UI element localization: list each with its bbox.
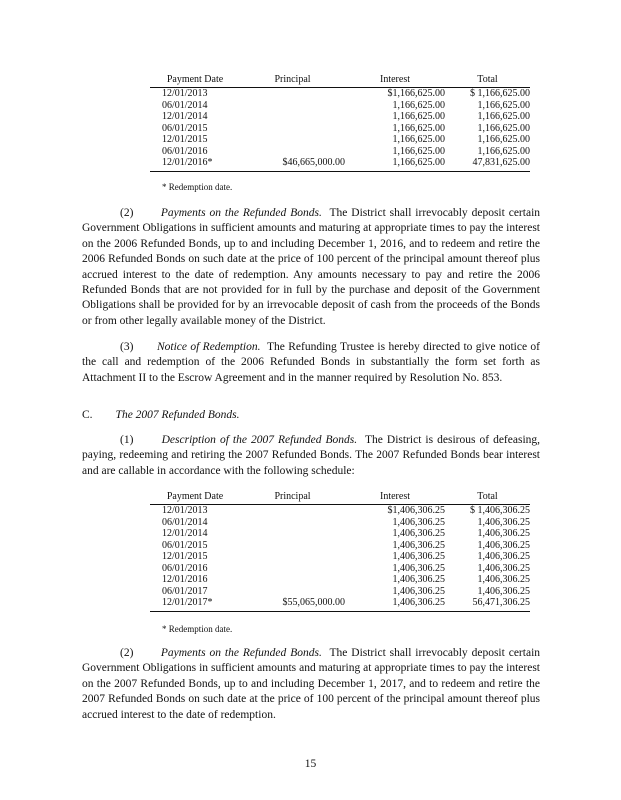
para-number: (3) — [120, 341, 134, 353]
cell-principal — [240, 586, 345, 598]
table-header — [150, 491, 530, 505]
table-row — [150, 517, 530, 529]
table-row — [150, 563, 530, 575]
section-title: The 2007 Refunded Bonds. — [115, 409, 240, 421]
cell-payment-date: 06/01/2017 — [162, 585, 208, 597]
cell-principal — [240, 505, 345, 517]
cell-interest: 1,166,625.00 — [392, 122, 445, 134]
cell-total: 1,406,306.25 — [477, 539, 530, 551]
cell-total: 1,406,306.25 — [477, 574, 530, 585]
para-body: The District shall irrevocably deposit certain Government Obligations in sufficient amounts and maturing at appropriate times to pay the interest on the 2007 Refunded Bonds, up to and including December 1, 2017, and to redeem and retire the 2007 Refunded Bonds on such date at the price of 100 percent of the principal amount thereof plus accrued interest to the date of redemption. — [82, 647, 541, 721]
col-principal: Principal — [274, 74, 311, 85]
cell-payment-date: 12/01/2016* — [162, 157, 213, 168]
table-row — [150, 100, 530, 112]
cell-principal: $46,665,000.00 — [282, 157, 345, 168]
cell-interest: 1,406,306.25 — [392, 562, 445, 574]
schedule-table-2006 — [150, 74, 530, 172]
cell-total: $ 1,166,625.00 — [470, 88, 530, 99]
cell-principal — [240, 528, 345, 540]
table-header — [150, 74, 530, 88]
cell-principal — [240, 551, 345, 563]
cell-total: 1,166,625.00 — [477, 111, 530, 122]
cell-total: $ 1,406,306.25 — [470, 505, 530, 516]
cell-total: 1,166,625.00 — [477, 99, 530, 111]
col-payment-date: Payment Date — [166, 74, 224, 85]
cell-total: 1,166,625.00 — [477, 145, 530, 157]
cell-interest: 1,406,306.25 — [392, 528, 445, 539]
table-body — [150, 88, 530, 169]
table-row — [150, 586, 530, 598]
cell-payment-date: 06/01/2014 — [162, 516, 208, 528]
cell-principal — [240, 574, 345, 586]
cell-payment-date: 06/01/2015 — [162, 122, 208, 134]
col-interest: Interest — [380, 74, 410, 85]
footnote-redemption-date: * Redemption date. — [162, 182, 233, 192]
cell-total: 1,406,306.25 — [477, 585, 530, 597]
para-body: The Refunding Trustee is hereby directed to give notice of the call and redemption of the 2006 Refunded Bonds in substantially the form set forth as Attachment II to the Escrow Agreement and in the manner required by Resolution No. 853. — [82, 341, 541, 384]
cell-interest: 1,406,306.25 — [392, 551, 445, 562]
para-title: Payments on the Refunded Bonds. — [160, 647, 322, 659]
section-label: C. — [82, 409, 93, 421]
cell-principal — [240, 88, 345, 100]
cell-total: 47,831,625.00 — [472, 157, 530, 168]
cell-interest: 1,166,625.00 — [392, 134, 445, 145]
table-row — [150, 597, 530, 609]
cell-payment-date: 06/01/2014 — [162, 99, 208, 111]
table-row — [150, 528, 530, 540]
cell-interest: 1,406,306.25 — [392, 597, 445, 608]
table-row — [150, 540, 530, 552]
cell-principal — [240, 123, 345, 135]
cell-total: 1,406,306.25 — [477, 516, 530, 528]
cell-total: 56,471,306.25 — [472, 597, 530, 608]
col-total: Total — [477, 491, 498, 502]
cell-interest: 1,406,306.25 — [392, 585, 445, 597]
cell-principal: $55,065,000.00 — [282, 597, 345, 608]
para-number: (1) — [120, 434, 134, 446]
cell-interest: 1,166,625.00 — [392, 145, 445, 157]
cell-interest: 1,406,306.25 — [392, 539, 445, 551]
page-number: 15 — [304, 758, 317, 770]
col-principal: Principal — [274, 491, 311, 502]
cell-principal — [240, 517, 345, 529]
table-bottom-rule — [150, 171, 530, 172]
para-body: The District shall irrevocably deposit certain Government Obligations in sufficient amounts and maturing at appropriate times to pay the interest on the 2006 Refunded Bonds, up to and including December 1, 2016, and to redeem and retire the 2006 Refunded Bonds on such date at the price of 100 percent of the principal amount thereof plus accrued interest to the date of redemption. Any amounts necessary to pay and retire the 2006 Refunded Bonds that are not provided for in full by the purchase and deposit of the Government Obligations shall be provided for by an irrevocable deposit of cash from the proceeds of the Bonds or from other legally available money of the District. — [82, 207, 541, 327]
cell-payment-date: 12/01/2014 — [162, 528, 208, 539]
para-number: (2) — [120, 647, 134, 659]
cell-principal — [240, 540, 345, 552]
cell-interest: 1,166,625.00 — [392, 157, 445, 168]
cell-principal — [240, 134, 345, 146]
table-row — [150, 88, 530, 100]
cell-payment-date: 12/01/2015 — [162, 134, 208, 145]
table-row — [150, 111, 530, 123]
cell-interest: 1,166,625.00 — [392, 111, 445, 122]
paragraph-c2 — [82, 646, 540, 723]
cell-interest: 1,166,625.00 — [392, 99, 445, 111]
table-row — [150, 134, 530, 146]
para-title: Description of the 2007 Refunded Bonds. — [161, 434, 358, 446]
footnote-redemption-date: * Redemption date. — [162, 624, 233, 634]
paragraph-b2 — [82, 206, 540, 329]
table-bottom-rule — [150, 611, 530, 612]
cell-payment-date: 06/01/2016 — [162, 145, 208, 157]
cell-interest: $1,166,625.00 — [387, 88, 445, 99]
table-row — [150, 505, 530, 517]
paragraph-c1 — [82, 433, 540, 479]
para-title: Payments on the Refunded Bonds. — [160, 207, 322, 219]
cell-total: 1,406,306.25 — [477, 528, 530, 539]
table-row — [150, 157, 530, 169]
cell-payment-date: 12/01/2017* — [162, 597, 213, 608]
cell-principal — [240, 146, 345, 158]
cell-payment-date: 06/01/2016 — [162, 562, 208, 574]
cell-interest: 1,406,306.25 — [392, 574, 445, 585]
section-c-heading — [82, 409, 239, 421]
cell-payment-date: 12/01/2013 — [162, 505, 208, 516]
para-number: (2) — [120, 207, 134, 219]
table-body — [150, 505, 530, 609]
cell-payment-date: 06/01/2015 — [162, 539, 208, 551]
cell-payment-date: 12/01/2013 — [162, 88, 208, 99]
cell-interest: 1,406,306.25 — [392, 516, 445, 528]
col-payment-date: Payment Date — [166, 491, 224, 502]
cell-total: 1,406,306.25 — [477, 551, 530, 562]
col-interest: Interest — [380, 491, 410, 502]
table-row — [150, 123, 530, 135]
paragraph-b3 — [82, 340, 540, 386]
cell-principal — [240, 111, 345, 123]
para-body: The District is desirous of defeasing, paying, redeeming and retiring the 2007 Refunded Bonds. The 2007 Refunded Bonds bear interest and are callable in accordance with the following schedule: — [82, 434, 541, 477]
table-row — [150, 551, 530, 563]
cell-total: 1,166,625.00 — [477, 122, 530, 134]
cell-total: 1,406,306.25 — [477, 562, 530, 574]
cell-interest: $1,406,306.25 — [387, 505, 445, 516]
cell-payment-date: 12/01/2015 — [162, 551, 208, 562]
schedule-table-2007 — [150, 491, 530, 612]
para-title: Notice of Redemption. — [156, 341, 261, 353]
col-total: Total — [477, 74, 498, 85]
cell-total: 1,166,625.00 — [477, 134, 530, 145]
table-row — [150, 146, 530, 158]
cell-payment-date: 12/01/2014 — [162, 111, 208, 122]
table-row — [150, 574, 530, 586]
cell-payment-date: 12/01/2016 — [162, 574, 208, 585]
cell-principal — [240, 100, 345, 112]
cell-principal — [240, 563, 345, 575]
